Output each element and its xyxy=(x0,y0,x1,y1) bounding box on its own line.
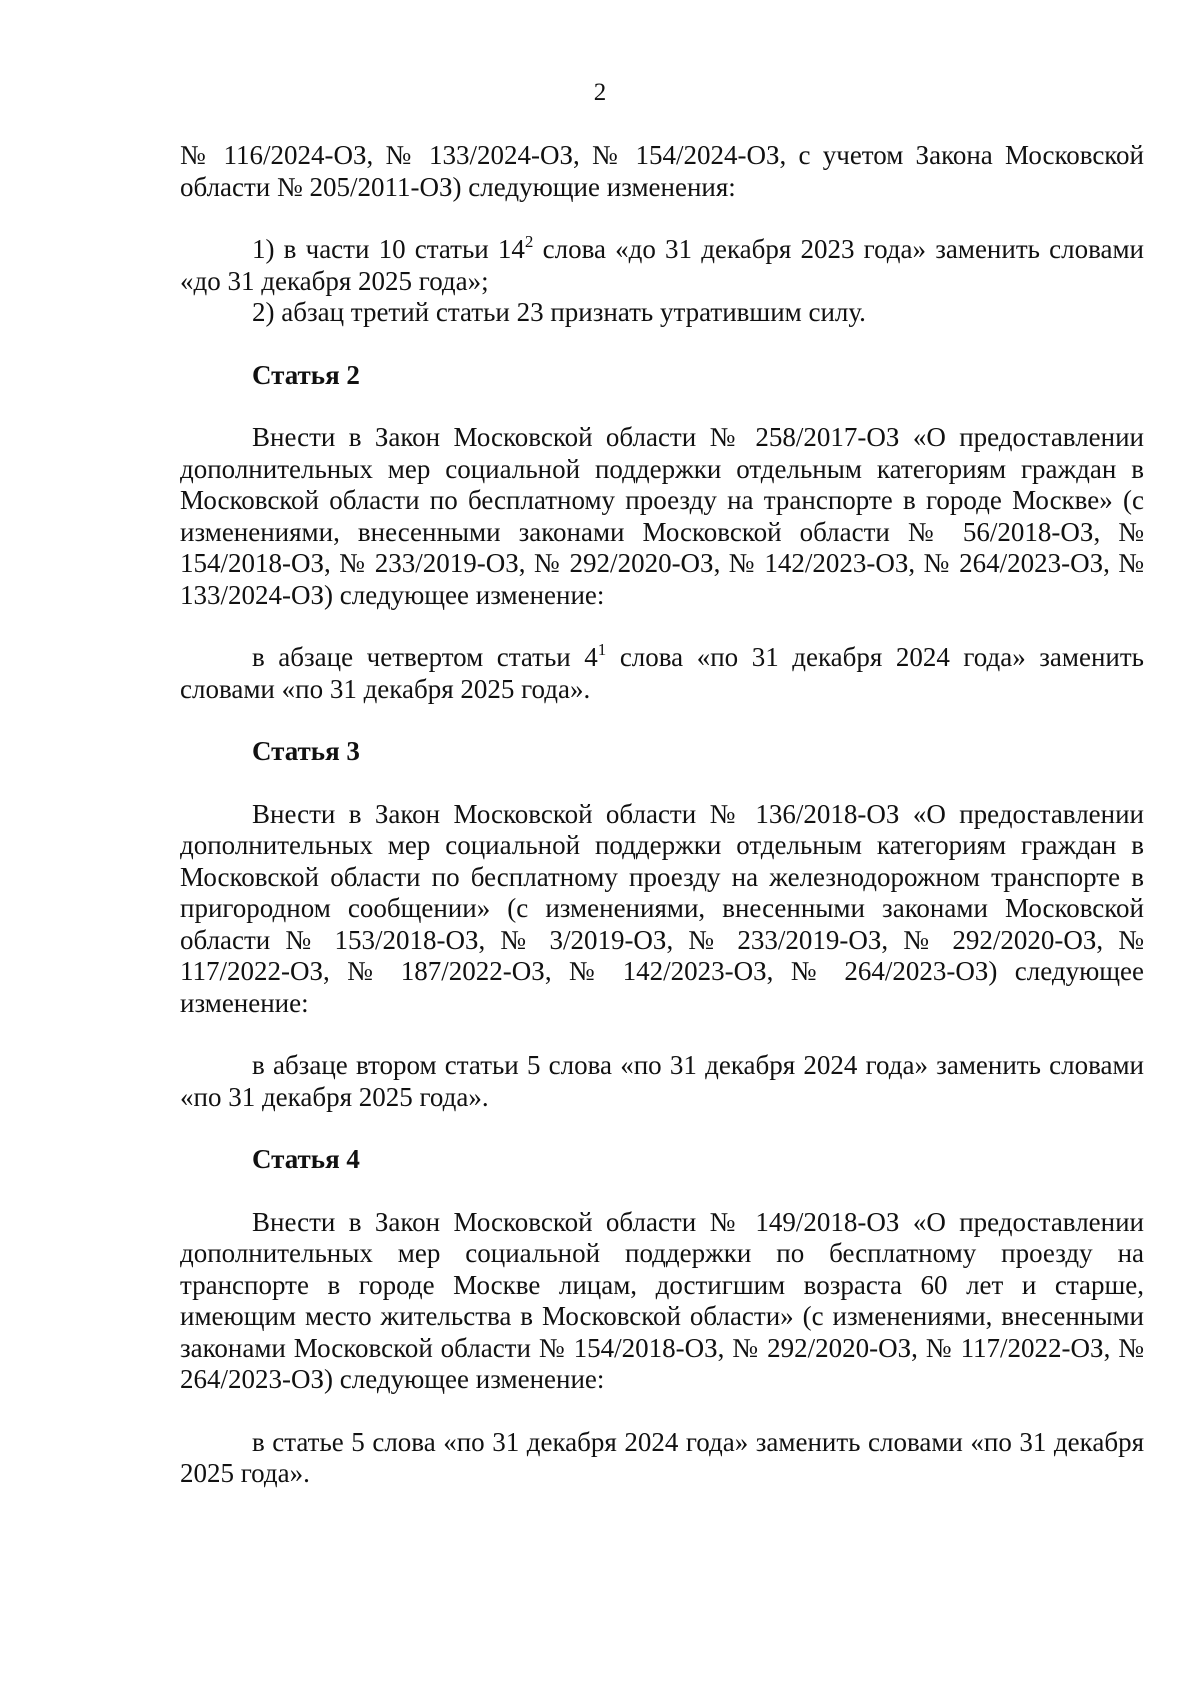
amendment-item-1 xyxy=(180,234,1144,297)
article-2-change xyxy=(180,642,1144,705)
article-2-change-text: в абзаце четвертом статьи 4 xyxy=(252,642,598,672)
article-3-heading: Статья 3 xyxy=(252,736,360,766)
article-2-change-text-end: слова «по 31 декабря 2024 года» заменить словами «по 31 декабря 2025 года». xyxy=(180,642,1144,704)
amendment-item-1-text: 1) в части 10 статьи 14 xyxy=(252,234,525,264)
article-3-change: в абзаце втором статьи 5 слова «по 31 декабря 2024 года» заменить словами «по 31 декабря 2025 года». xyxy=(180,1050,1144,1112)
article-3-body: Внести в Закон Московской области № 136/2018-ОЗ «О предоставлении дополнительных мер социальной поддержки отдельным категориям граждан в Московской области по бесплатному проезду на железнодорожном транспорте в пригородном сообщении» (с изменениями, внесенными законами Московской области № 153/2018-ОЗ, № 3/2019-ОЗ, № 233/2019-ОЗ, № 292/2020-ОЗ, № 117/2022-ОЗ, № 187/2022-ОЗ, № 142/2023-ОЗ, № 264/2023-ОЗ) следующее изменение: xyxy=(180,798,1144,1018)
article-4-body: Внести в Закон Московской области № 149/2018-ОЗ «О предоставлении дополнительных мер социальной поддержки по бесплатному проезду на транспорте в городе Москве лицам, достигшим возраста 60 лет и старше, имеющим место жительства в Московской области» (с изменениями, внесенными законами Московской области № 154/2018-ОЗ, № 292/2020-ОЗ, № 117/2022-ОЗ, № 264/2023-ОЗ) следующее изменение: xyxy=(180,1206,1144,1394)
article-2-body: Внести в Закон Московской области № 258/2017-ОЗ «О предоставлении дополнительных мер социальной поддержки отдельным категориям граждан в Московской области по бесплатному проезду на транспорте в городе Москве» (с изменениями, внесенными законами Московской области № 56/2018-ОЗ, № 154/2018-ОЗ, № 233/2019-ОЗ, № 292/2020-ОЗ, № 142/2023-ОЗ, № 264/2023-ОЗ, № 133/2024-ОЗ) следующее изменение: xyxy=(180,422,1144,610)
amendment-item-2: 2) абзац третий статьи 23 признать утратившим силу. xyxy=(252,297,866,327)
document-body xyxy=(180,140,1144,1490)
article-4-change: в статье 5 слова «по 31 декабря 2024 года» заменить словами «по 31 декабря 2025 года». xyxy=(180,1426,1144,1488)
amendment-item-1-text-end: слова «до 31 декабря 2023 года» заменить словами «до 31 декабря 2025 года»; xyxy=(180,234,1144,296)
intro-continuation: № 116/2024-ОЗ, № 133/2024-ОЗ, № 154/2024-ОЗ, с учетом Закона Московской области № 205/2011-ОЗ) следующие изменения: xyxy=(180,140,1144,202)
article-4-heading: Статья 4 xyxy=(252,1144,360,1174)
superscript: 2 xyxy=(524,232,534,251)
article-2-heading: Статья 2 xyxy=(252,359,360,390)
page-number: 2 xyxy=(593,79,607,106)
superscript: 1 xyxy=(597,640,607,659)
